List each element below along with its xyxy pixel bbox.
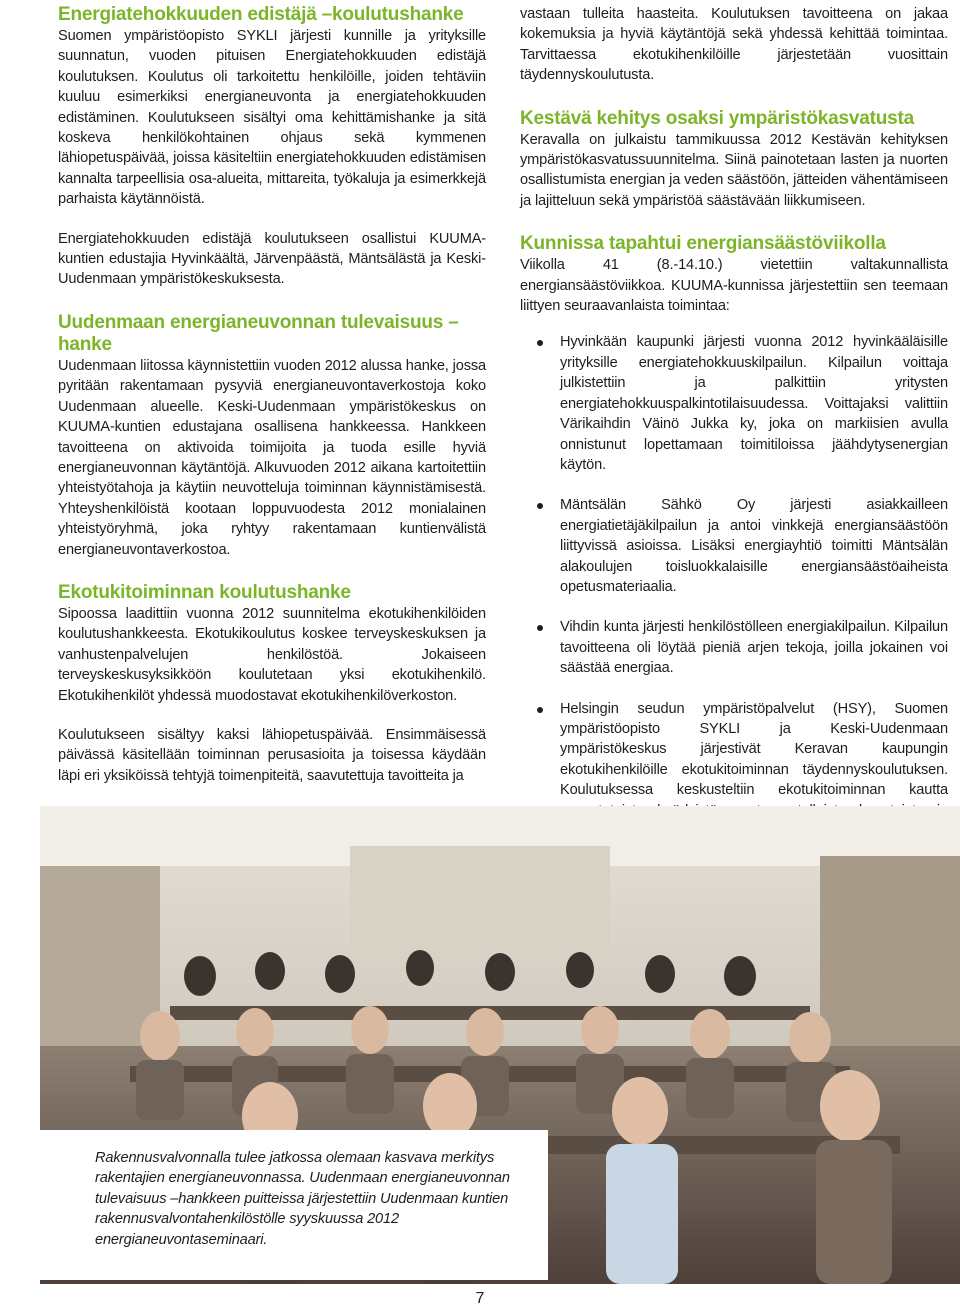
paragraph: vastaan tulleita haasteita. Koulutuksen tavoitteena on jakaa kokemuksia ja hyviä käytäntöjä sekä yhdessä kehittää toimintaa. Tarvittaessa ekotukihenkilöille järjestetään vuosittain täydennyskoulutusta.: [520, 6, 948, 84]
list-item: Mäntsälän Sähkö Oy järjesti asiakkailleen energiatietäjäkilpailun ja antoi vinkkejä energiansäästöön liittyvissä asioissa. Lisäksi energiayhtiö toimitti Mäntsälän alakoulujen toisluokkalaisille energiansäästöaiheista opetusmateriaalia.: [520, 495, 948, 597]
list-item: Helsingin seudun ympäristöpalvelut (HSY), Suomen ympäristöopisto SYKLI ja Keski-Uudenmaan ympäristökeskus järjestivät Keravan kaupungin ekotukihenkilöille ekotukitoiminnan täydennyskoulutuksen. Koulutuksessa keskusteltiin ekotukitoiminnan kautta: [520, 699, 948, 842]
bullet-icon: [537, 340, 543, 346]
bullet-icon: [537, 503, 543, 509]
bullet-list: [520, 332, 948, 841]
left-column: [58, 4, 486, 786]
photo-caption-box: [40, 1130, 548, 1280]
section-heading-eco-support: Ekotukitoiminnan koulutushanke: [58, 581, 351, 603]
right-column: [520, 4, 948, 861]
paragraph: Energiatehokkuuden edistäjä koulutukseen osallistui KUUMA-kuntien edustajia Hyvinkäältä, Järvenpäästä, Mäntsälästä ja Keski-Uudenmaan ympäristökeskuksesta.: [58, 230, 486, 288]
section-heading-energy-saving-week: Kunnissa tapahtui energiansäästöviikolla: [520, 233, 886, 255]
paragraph: Keravalla on julkaistu tammikuussa 2012 Kestävän kehityksen ympäristökasvatussuunnitelma. Siinä painotetaan lasten ja nuorten osallistumista energian ja veden säästöön, jätteiden vähentämiseen ja lajitteluun sekä ympäristöä säästävään liikkumiseen.: [520, 131, 948, 209]
paragraph: Uudenmaan liitossa käynnistettiin vuoden 2012 alussa hanke, jossa pyritään rakentamaan pysyviä energianeuvontaverkostoja koko Uudenmaan alueelle. Keski-Uudenmaan ympäristökeskus on KUUMA-kuntien edustajana osallisena hankkeessa. Hankkeen tavoitteena on aktivoida toimijoita ja tuoda esille hyviä energianeuvonnan käytäntöjä. Alkuvuoden 2012 aikana kartoitettiin yhteistyötahoja ja käytiin neuvotteluja toiminnan käynnistämisestä. Yhteyshenkilöistä kootaan loppuvuodesta 2012 monialainen yhteistyöryhmä, joka ryhtyy rakentamaan kuntienvälistä energianeuvontaverkostoa.: [58, 357, 486, 558]
section-heading-sustainability-education: Kestävä kehitys osaksi ympäristökasvatusta: [520, 107, 914, 129]
paragraph: Sipoossa laadittiin vuonna 2012 suunnitelma ekotukihenkilöiden koulutushankkeesta. Ekotukikoulutus koskee terveyskeskuksen ja vanhustenpalvelujen henkilöstöä. Jokaiseen terveyskeskusyksikköön koulutetaan yksi ekotukihenkilö. Ekotukihenkilöt yhdessä muodostavat ekotukihenkilöverkoston.: [58, 605, 486, 704]
list-item: Hyvinkään kaupunki järjesti vuonna 2012 hyvinkääläisille yrityksille energiatehokkuuskilpailun. Kilpailun voittaja julkistettiin ja palkittiin yritysten energiatehokkuuspalkintotilaisuudessa. Voittajaksi valittiin Värikaihdin Väinö Jukka ky, joka on markiisien avulla onnistunut lopettamaan toimitiloissa jäähdytysenergian käytön.: [520, 332, 948, 475]
bullet-icon: [537, 707, 543, 713]
list-item: Vihdin kunta järjesti henkilöstölleen energiakilpailun. Kilpailun tavoitteena oli löytää pieniä arjen tekoja, joilla jokainen voi säästää energiaa.: [520, 617, 948, 678]
page-number: 7: [475, 1290, 485, 1307]
section-heading-energy-efficiency: Energiatehokkuuden edistäjä –koulutushanke: [58, 4, 464, 25]
bullet-icon: [537, 625, 543, 631]
paragraph: Suomen ympäristöopisto SYKLI järjesti kunnille ja yrityksille suunnatun, vuoden pituisen Energiatehokkuuden edistäjä koulutuksen. Koulutus oli tarkoitettu henkilöille, joiden tehtäviin kuuluu esimerkiksi energianeuvonta ja energiatehokkuuden edistäminen. Koulutukseen sisältyi oma kehittämishanke ja sitä koskeva henkilökohtainen ohjaus sekä kymmenen lähiopetuspäivää, joissa käsiteltiin energiatehokkuuden edistämisen kannalta tarpeellisia osa-alueita, mittareita, työkaluja ja esimerkkejä parhaista käytännöistä.: [58, 28, 486, 208]
paragraph: Viikolla 41 (8.-14.10.) vietettiin valtakunnallista energiansäästöviikkoa. KUUMA-kunnissa järjestettiin sen teemaan liittyen seuraavanlaista toimintaa:: [520, 257, 948, 315]
paragraph: Koulutukseen sisältyy kaksi lähiopetuspäivää. Ensimmäisessä päivässä käsitellään toiminnan perusasioita ja toisessa käydään läpi eri yksiköissä tehtyjä toimenpiteitä, saavutettuja tavoitteita ja: [58, 726, 486, 784]
photo-caption: Rakennusvalvonnalla tulee jatkossa olemaan kasvava merkitys rakentajien energianeuvonnassa. Uudenmaan energianeuvonnan tulevaisuus –hankkeen puitteissa järjestettiin Uudenmaan kuntien rakennusvalvontahenkilöstölle syyskuussa 2012 energianeuvontaseminaari.: [95, 1150, 510, 1248]
section-heading-energy-advice: Uudenmaan energianeuvonnan tulevaisuus –hanke: [58, 311, 459, 355]
